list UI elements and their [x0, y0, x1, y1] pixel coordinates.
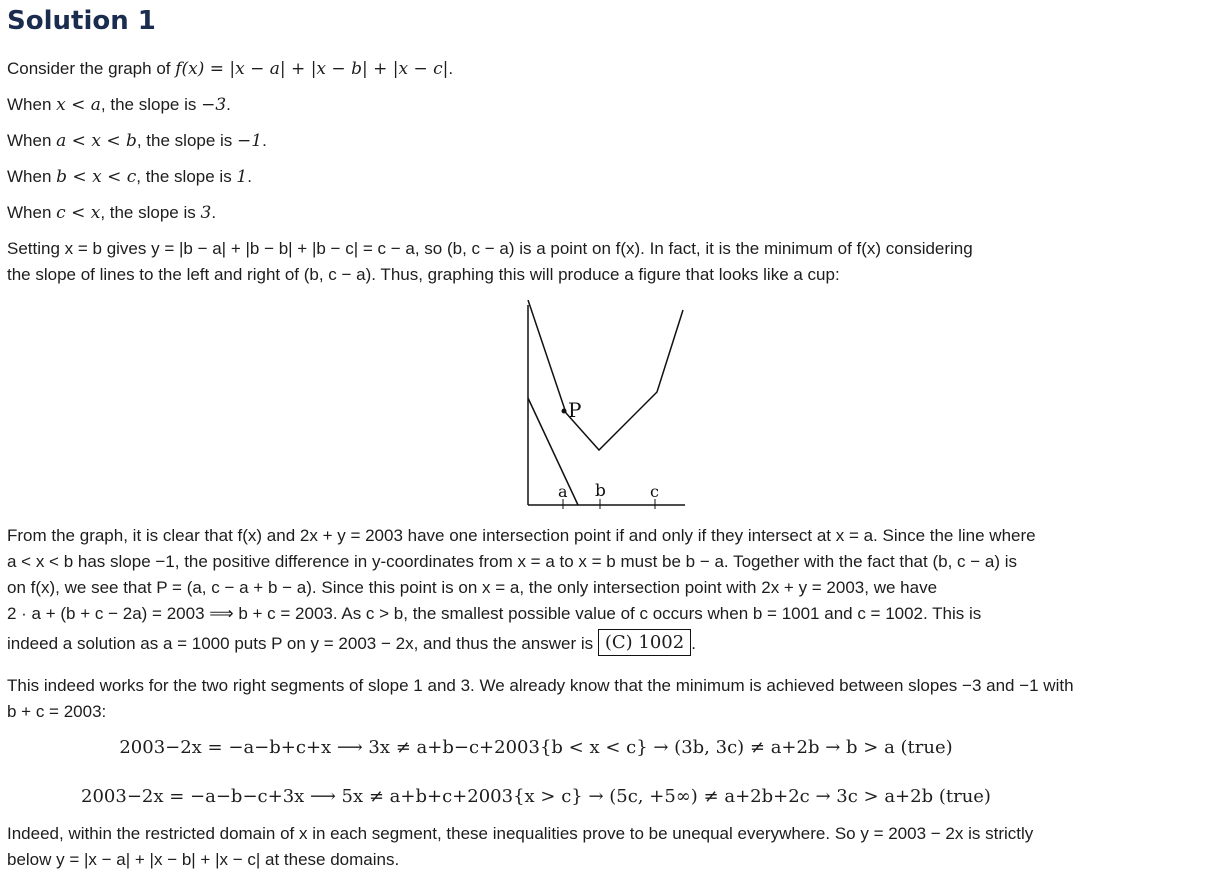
text: . — [226, 95, 231, 114]
solution-heading: Solution 1 — [7, 6, 156, 36]
paragraph-line: b + c = 2003: — [7, 702, 107, 721]
text: , the slope is — [136, 167, 237, 186]
paragraph-line: 2 · a + (b + c − 2a) = 2003 ⟹ b + c = 2003. As c > b, the smallest possible value of c occurs when b = 1001 and c = 1002. This is — [7, 604, 982, 623]
text: When — [7, 131, 57, 150]
paragraph-line: This indeed works for the two right segments of slope 1 and 3. We already know that the minimum is achieved between slopes −3 and −1 with — [7, 676, 1074, 695]
text: indeed a solution as a = 1000 puts P on y = 2003 − 2x, and thus the answer is — [7, 634, 598, 653]
text-line-slope-3 — [7, 166, 252, 188]
text: . — [691, 634, 696, 653]
text-line-slope-4 — [7, 202, 216, 224]
math-expression: f(x) = |x − a| + |x − b| + |x − c| — [175, 59, 449, 79]
graph-curve-fx — [528, 300, 683, 450]
text-line-slope-1 — [7, 94, 231, 116]
math-expression: x < a — [56, 95, 101, 115]
paragraph-line-answer — [7, 633, 696, 655]
text: , the slope is — [136, 131, 238, 150]
text: . — [448, 59, 454, 78]
label-p: P — [568, 398, 582, 422]
math-expression: −3 — [201, 95, 227, 115]
text: . — [211, 203, 217, 222]
text: When — [7, 167, 57, 186]
text: , the slope is — [100, 95, 202, 114]
text: Consider the graph of — [7, 59, 176, 78]
text-line-slope-2 — [7, 130, 267, 152]
label-a: a — [558, 482, 568, 501]
paragraph-line: Setting x = b gives y = |b − a| + |b − b| + |b − c| = c − a, so (b, c − a) is a point on f(x). In fact, it is the minimum of f(x) considering — [7, 239, 973, 258]
cup-graph-figure — [500, 300, 700, 510]
point-p-dot — [562, 409, 567, 414]
paragraph-line: From the graph, it is clear that f(x) and 2x + y = 2003 have one intersection point if and only if they intersect at x = a. Since the line where — [7, 526, 1036, 545]
math-expression: b < x < c — [56, 167, 137, 187]
math-expression: c < x — [56, 203, 101, 223]
math-expression: a < x < b — [56, 131, 137, 151]
text: . — [262, 131, 267, 150]
paragraph-line: a < x < b has slope −1, the positive difference in y-coordinates from x = a to x = b must be b − a. Together with the fact that (b, c − a) is — [7, 552, 1018, 571]
paragraph-line: on f(x), we see that P = (a, c − a + b − a). Since this point is on x = a, the only intersection point with 2x + y = 2003, we have — [7, 578, 938, 597]
text: . — [247, 167, 252, 186]
math-expression: −1 — [237, 131, 263, 151]
math-expression: 1 — [236, 167, 248, 187]
label-c: c — [650, 482, 659, 501]
paragraph-line: Indeed, within the restricted domain of x in each segment, these inequalities prove to be unequal everywhere. So y = 2003 − 2x is strictly — [7, 824, 1034, 843]
text: When — [7, 203, 57, 222]
text: , the slope is — [100, 203, 201, 222]
equation-1: 2003−2x = −a−b+c+x ⟶ 3x ≠ a+b−c+2003{b < x < c} → (3b, 3c) ≠ a+2b → b > a (true) — [119, 737, 953, 758]
text-line-graph-def — [7, 58, 453, 80]
answer-box: (C) 1002 — [598, 629, 691, 656]
text: When — [7, 95, 57, 114]
paragraph-line: the slope of lines to the left and right of (b, c − a). Thus, graphing this will produce a figure that looks like a cup: — [7, 265, 840, 284]
label-b: b — [595, 481, 606, 501]
equation-2: 2003−2x = −a−b−c+3x ⟶ 5x ≠ a+b+c+2003{x > c} → (5c, +5∞) ≠ a+2b+2c → 3c > a+2b (true) — [81, 786, 991, 807]
paragraph-line: below y = |x − a| + |x − b| + |x − c| at these domains. — [7, 850, 400, 869]
math-expression: 3 — [200, 203, 212, 223]
